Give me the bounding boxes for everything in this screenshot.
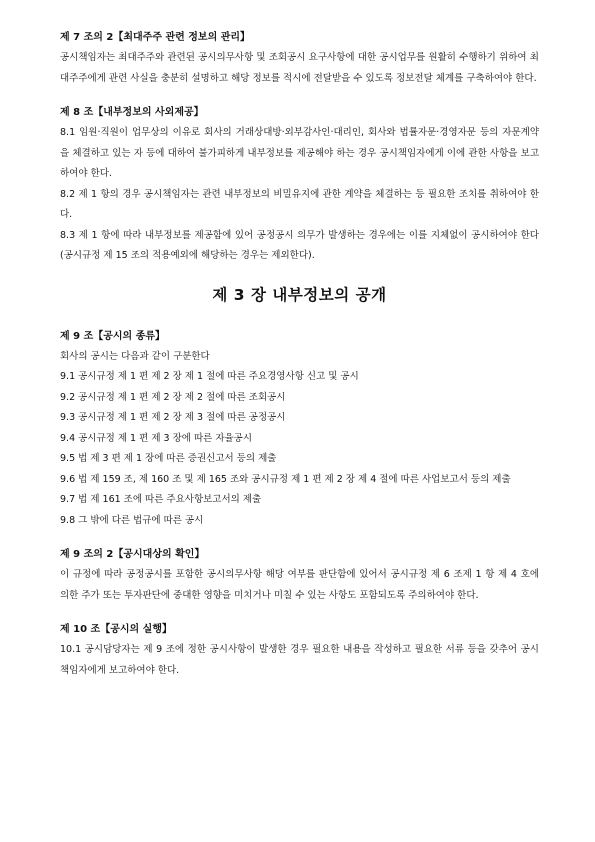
list-item: 9.7 법 제 161 조에 따른 주요사항보고서의 제출 [60, 494, 262, 505]
article-title: 제 8 조【내부정보의 사외제공】 [60, 107, 204, 118]
article-paragraph: 8.2 제 1 항의 경우 공시책임자는 관련 내부정보의 비밀유지에 관한 계약을 체결하는 등 필요한 조치를 취하여야 한다. [60, 188, 539, 220]
list-item: 9.4 공시규정 제 1 편 제 3 장에 따른 자율공시 [60, 432, 253, 444]
list-item: 9.3 공시규정 제 1 편 제 2 장 제 3 절에 따른 공정공시 [60, 412, 286, 423]
list-item: 9.8 그 밖에 다른 법규에 따른 공시 [60, 514, 204, 526]
list-item: 9.2 공시규정 제 1 편 제 2 장 제 2 절에 따른 조회공시 [60, 391, 286, 403]
article-paragraph: 8.1 임원·직원이 업무상의 이유로 회사의 거래상대방·외부감사인·대리인, 회사와 법률자문·경영자문 등의 자문계약을 체결하고 있는 자 등에 대하여 불가피하게 내부정보를 제공해야 하는 경우 공시책임자에게 이에 관한 사항을 보고하여야 한다. [60, 127, 539, 179]
article-9 [60, 327, 539, 532]
article-7-2 [60, 28, 539, 89]
article-8 [60, 103, 539, 267]
list-item: 9.5 법 제 3 편 제 1 장에 따른 증권신고서 등의 제출 [60, 453, 277, 464]
article-paragraph: 8.3 제 1 항에 따라 내부정보를 제공함에 있어 공정공시 의무가 발생하는 경우에는 이를 지체없이 공시하여야 한다(공시규정 제 15 조의 적용예외에 해당하는 경우는 제외한다). [60, 229, 539, 261]
article-9-2 [60, 545, 539, 606]
article-paragraph: 이 규정에 따라 공정공시를 포함한 공시의무사항 해당 여부를 판단함에 있어서 공시규정 제 6 조제 1 항 제 4 호에 의한 주가 또는 투자판단에 중대한 영향을 미치거나 미칠 수 있는 사항도 포함되도록 주의하여야 한다. [60, 569, 539, 601]
chapter-title: 제 3 장 내부정보의 공개 [212, 285, 387, 304]
article-paragraph: 10.1 공시담당자는 제 9 조에 정한 공시사항이 발생한 경우 필요한 내용을 작성하고 필요한 서류 등을 갖추어 공시책임자에게 보고하여야 한다. [60, 644, 539, 676]
article-paragraph: 공시책임자는 최대주주와 관련된 공시의무사항 및 조회공시 요구사항에 대한 공시업무를 원활히 수행하기 위하여 최대주주에게 관련 사실을 충분히 설명하고 해당 정보를 적시에 전달받을 수 있도록 정보전달 체계를 구축하여야 한다. [60, 52, 539, 84]
article-title: 제 10 조【공시의 실행】 [60, 624, 172, 635]
article-title: 제 7 조의 2【최대주주 관련 정보의 관리】 [60, 32, 251, 43]
article-10 [60, 620, 539, 681]
article-title: 제 9 조의 2【공시대상의 확인】 [60, 549, 205, 560]
article-intro: 회사의 공시는 다음과 같이 구분한다 [60, 350, 210, 362]
list-item: 9.1 공시규정 제 1 편 제 2 장 제 1 절에 따른 주요경영사항 신고 및 공시 [60, 371, 359, 382]
list-item: 9.6 법 제 159 조, 제 160 조 및 제 165 조와 공시규정 제 1 편 제 2 장 제 4 절에 따른 사업보고서 등의 제출 [60, 473, 511, 485]
article-title: 제 9 조【공시의 종류】 [60, 330, 166, 342]
